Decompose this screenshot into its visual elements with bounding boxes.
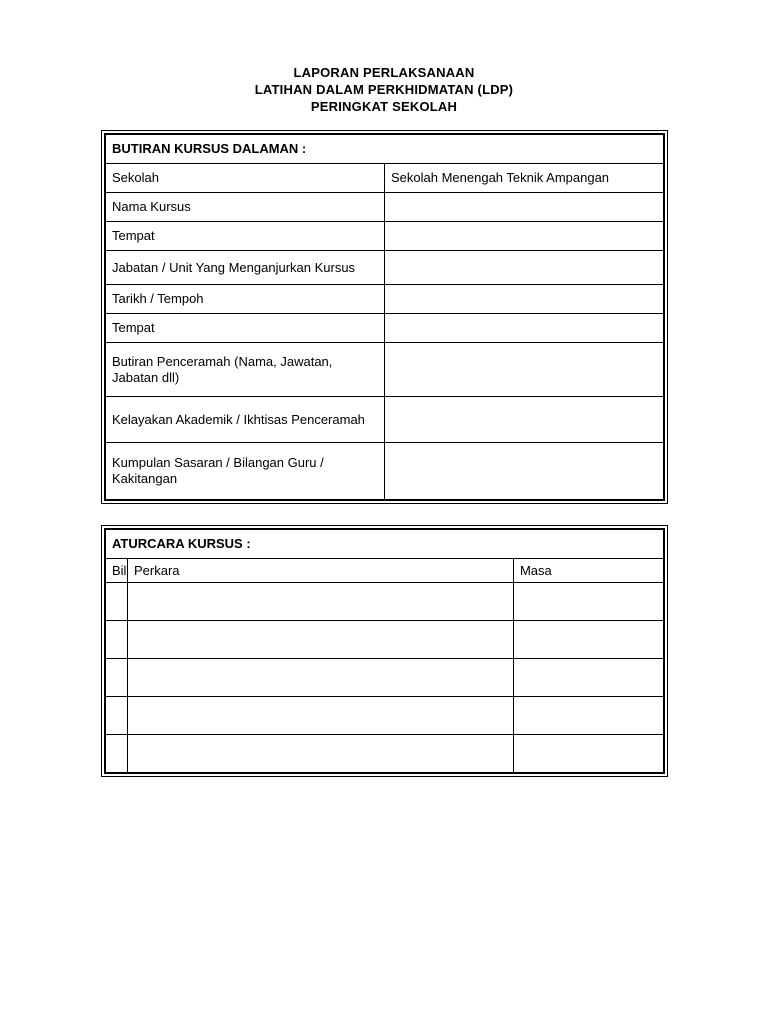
field-label-kumpulan-sasaran: Kumpulan Sasaran / Bilangan Guru / Kakitangan — [106, 443, 385, 500]
table-header-row — [106, 559, 664, 583]
cell-masa[interactable] — [513, 697, 663, 735]
table-row — [106, 251, 664, 285]
field-value-tempat[interactable] — [385, 222, 664, 251]
program-table — [105, 529, 664, 773]
program-box — [101, 525, 668, 777]
cell-bil[interactable] — [106, 583, 128, 621]
field-label-jabatan: Jabatan / Unit Yang Menganjurkan Kursus — [106, 251, 385, 285]
cell-perkara[interactable] — [128, 583, 514, 621]
field-label-tempat-2: Tempat — [106, 314, 385, 343]
field-value-nama-kursus[interactable] — [385, 193, 664, 222]
table-row — [106, 583, 664, 621]
table-row — [106, 222, 664, 251]
field-label-sekolah: Sekolah — [106, 164, 385, 193]
field-label-tarikh: Tarikh / Tempoh — [106, 285, 385, 314]
title-line-3: PERINGKAT SEKOLAH — [310, 99, 458, 114]
cell-bil[interactable] — [106, 735, 128, 773]
field-value-kelayakan[interactable] — [385, 397, 664, 443]
field-value-kumpulan-sasaran[interactable] — [385, 443, 664, 500]
cell-bil[interactable] — [106, 621, 128, 659]
column-header-bil: Bil — [106, 559, 128, 583]
title-line-2: LATIHAN DALAM PERKHIDMATAN (LDP) — [254, 82, 514, 97]
cell-bil[interactable] — [106, 697, 128, 735]
title-line-1: LAPORAN PERLAKSANAAN — [293, 65, 475, 80]
column-header-perkara: Perkara — [128, 559, 514, 583]
table-row — [106, 697, 664, 735]
table-row — [106, 621, 664, 659]
field-value-butiran-penceramah[interactable] — [385, 343, 664, 397]
table-row — [106, 343, 664, 397]
cell-masa[interactable] — [513, 583, 663, 621]
field-label-kelayakan: Kelayakan Akademik / Ikhtisas Penceramah — [106, 397, 385, 443]
program-header: ATURCARA KURSUS : — [106, 530, 664, 559]
table-row — [106, 735, 664, 773]
table-row — [106, 193, 664, 222]
course-details-header: BUTIRAN KURSUS DALAMAN : — [106, 135, 664, 164]
table-row — [106, 164, 664, 193]
table-row — [106, 443, 664, 500]
cell-perkara[interactable] — [128, 697, 514, 735]
table-row — [106, 285, 664, 314]
course-details-table — [105, 134, 664, 500]
field-value-sekolah[interactable]: Sekolah Menengah Teknik Ampangan — [385, 164, 664, 193]
field-value-tarikh[interactable] — [385, 285, 664, 314]
table-row — [106, 659, 664, 697]
cell-masa[interactable] — [513, 659, 663, 697]
cell-bil[interactable] — [106, 659, 128, 697]
cell-perkara[interactable] — [128, 735, 514, 773]
course-details-box — [101, 130, 668, 504]
field-value-jabatan[interactable] — [385, 251, 664, 285]
table-row — [106, 314, 664, 343]
field-value-tempat-2[interactable] — [385, 314, 664, 343]
cell-masa[interactable] — [513, 621, 663, 659]
document-title — [0, 64, 768, 115]
table-row — [106, 397, 664, 443]
cell-perkara[interactable] — [128, 621, 514, 659]
field-label-tempat: Tempat — [106, 222, 385, 251]
field-label-butiran-penceramah: Butiran Penceramah (Nama, Jawatan, Jabatan dll) — [106, 343, 385, 397]
column-header-masa: Masa — [513, 559, 663, 583]
cell-perkara[interactable] — [128, 659, 514, 697]
field-label-nama-kursus: Nama Kursus — [106, 193, 385, 222]
cell-masa[interactable] — [513, 735, 663, 773]
